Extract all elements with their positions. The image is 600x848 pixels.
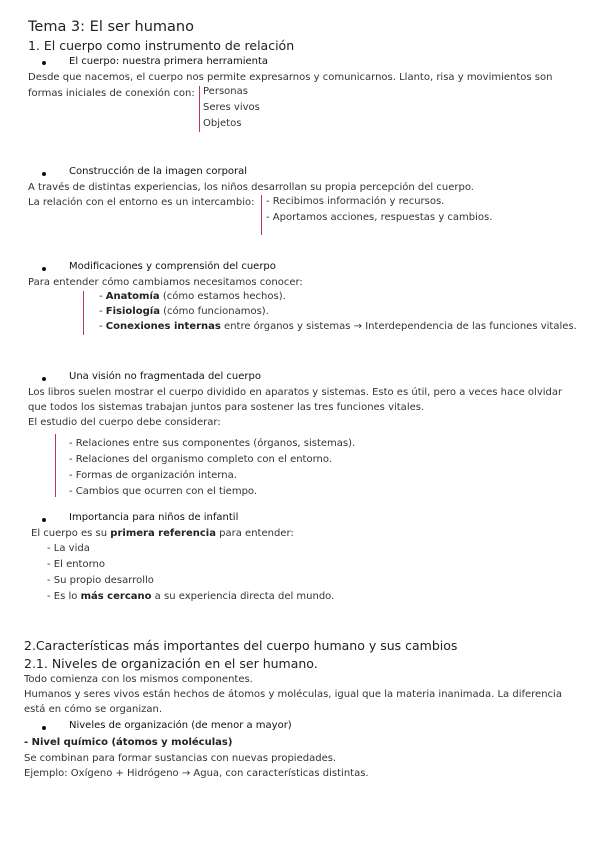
bullet-icon [42, 518, 46, 522]
list-item: - Cambios que ocurren con el tiempo. [69, 486, 258, 497]
bullet-icon [42, 726, 46, 730]
paragraph-line: El estudio del cuerpo debe considerar: [28, 417, 221, 428]
subsection-heading: 2.1. Niveles de organización en el ser humano. [24, 656, 318, 671]
list-item: - Recibimos información y recursos. [266, 196, 445, 207]
bullet-heading: Una visión no fragmentada del cuerpo [69, 371, 261, 382]
bracket-line [55, 434, 56, 497]
list-item: - Conexiones internas entre órganos y sistemas → Interdependencia de las funciones vitales. [99, 321, 577, 332]
list-item: - Fisiología (cómo funcionamos). [99, 306, 269, 317]
list-item: Personas [203, 86, 248, 97]
level-heading: - Nivel químico (átomos y moléculas) [24, 737, 233, 748]
paragraph-line: Todo comienza con los mismos componentes. [24, 674, 253, 685]
list-item: - Relaciones entre sus componentes (órganos, sistemas). [69, 438, 356, 449]
paragraph-line: La relación con el entorno es un intercambio: [28, 197, 255, 208]
page-title: Tema 3: El ser humano [28, 19, 194, 35]
bracket-line [261, 195, 262, 235]
list-item: - Anatomía (cómo estamos hechos). [99, 291, 286, 302]
list-item: - Formas de organización interna. [69, 470, 237, 481]
bullet-heading: Niveles de organización (de menor a mayor) [69, 720, 292, 731]
list-item: - Su propio desarrollo [47, 575, 154, 586]
paragraph-line: El cuerpo es su primera referencia para entender: [31, 528, 294, 539]
bullet-icon [42, 61, 46, 65]
bracket-line [83, 291, 84, 335]
list-item: Seres vivos [203, 102, 260, 113]
bullet-heading: Modificaciones y comprensión del cuerpo [69, 261, 276, 272]
list-item: Objetos [203, 118, 242, 129]
list-item: - La vida [47, 543, 90, 554]
paragraph-line: que todos los sistemas trabajan juntos para sostener las tres funciones vitales. [28, 402, 425, 413]
bracket-line [199, 86, 200, 132]
paragraph-line: Humanos y seres vivos están hechos de átomos y moléculas, igual que la materia inanimada. La diferencia [24, 689, 562, 700]
paragraph-line: está en cómo se organizan. [24, 704, 162, 715]
bullet-heading: Construcción de la imagen corporal [69, 166, 248, 177]
list-item: - Aportamos acciones, respuestas y cambios. [266, 212, 493, 223]
bullet-heading: Importancia para niños de infantil [69, 512, 239, 523]
list-item: - Es lo más cercano a su experiencia directa del mundo. [47, 591, 335, 602]
section-heading: 2.Características más importantes del cuerpo humano y sus cambios [24, 638, 458, 653]
paragraph-line: Se combinan para formar sustancias con nuevas propiedades. [24, 753, 337, 764]
paragraph-line: formas iniciales de conexión con: [28, 88, 195, 99]
paragraph-line: Los libros suelen mostrar el cuerpo dividido en aparatos y sistemas. Esto es útil, pero a veces hace olvidar [28, 387, 563, 398]
paragraph-line: Desde que nacemos, el cuerpo nos permite expresarnos y comunicarnos. Llanto, risa y movimientos son [28, 72, 553, 83]
bullet-icon [42, 267, 46, 271]
bullet-icon [42, 172, 46, 176]
paragraph-line: Para entender cómo cambiamos necesitamos conocer: [28, 277, 303, 288]
paragraph-line: A través de distintas experiencias, los niños desarrollan su propia percepción del cuerpo. [28, 182, 474, 193]
list-item: - Relaciones del organismo completo con el entorno. [69, 454, 332, 465]
bullet-icon [42, 377, 46, 381]
list-item: - El entorno [47, 559, 105, 570]
bullet-heading: El cuerpo: nuestra primera herramienta [69, 56, 269, 67]
paragraph-line: Ejemplo: Oxígeno + Hidrógeno → Agua, con características distintas. [24, 768, 369, 779]
section-heading: 1. El cuerpo como instrumento de relación [28, 38, 295, 53]
